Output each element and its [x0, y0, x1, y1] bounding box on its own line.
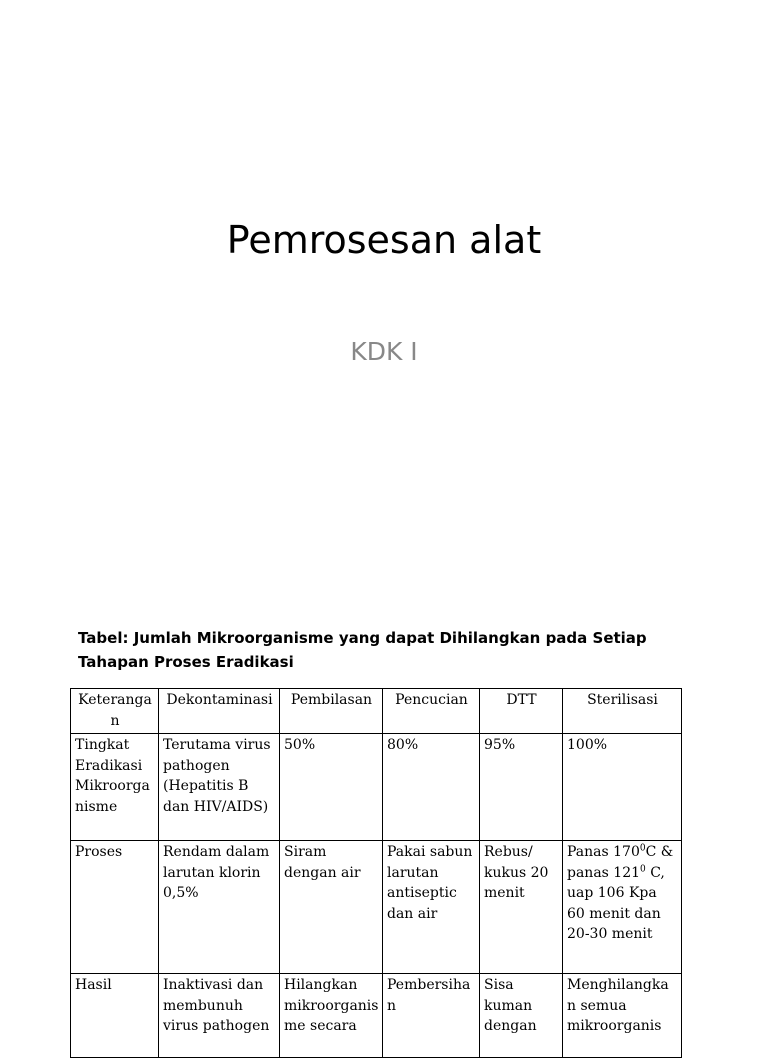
- header-cell-pencucian: Pencucian: [383, 689, 480, 734]
- table-cell: Pakai sabun larutan antiseptic dan air: [383, 841, 480, 974]
- table-cell: Menghilangka n semua mikroorganis: [563, 974, 682, 1058]
- header-cell-pembilasan: Pembilasan: [280, 689, 383, 734]
- table-cell: Pembersiha n: [383, 974, 480, 1058]
- table-cell: Rebus/ kukus 20 menit: [480, 841, 563, 974]
- table-row: [71, 734, 682, 841]
- table-cell: Inaktivasi dan membunuh virus pathogen: [159, 974, 280, 1058]
- table-caption: Tabel: Jumlah Mikroorganisme yang dapat Dihilangkan pada Setiap Tahapan Proses Eradikasi: [78, 629, 647, 671]
- table-cell: Terutama virus pathogen (Hepatitis B dan HIV/AIDS): [159, 734, 280, 841]
- slide-title: Pemrosesan alat: [226, 218, 542, 262]
- header-cell-dtt: DTT: [480, 689, 563, 734]
- row-label: Hasil: [71, 974, 159, 1058]
- table-cell: 100%: [563, 734, 682, 841]
- superscript: 0: [640, 863, 646, 874]
- header-cell-sterilisasi: Sterilisasi: [563, 689, 682, 734]
- table-cell: Hilangkan mikroorganis me secara: [280, 974, 383, 1058]
- table-container: [70, 688, 682, 1058]
- eradication-table: [70, 688, 682, 1058]
- table-header-row: [71, 689, 682, 734]
- table-cell: 80%: [383, 734, 480, 841]
- table-cell: Sisa kuman dengan: [480, 974, 563, 1058]
- table-cell: Rendam dalam larutan klorin 0,5%: [159, 841, 280, 974]
- table-cell: 95%: [480, 734, 563, 841]
- text-run: C & panas 121: [567, 844, 674, 881]
- table-cell: 50%: [280, 734, 383, 841]
- row-label: Proses: [71, 841, 159, 974]
- table-row: [71, 974, 682, 1058]
- superscript: 0: [639, 843, 646, 854]
- row-label: Tingkat Eradikasi Mikroorga nisme: [71, 734, 159, 841]
- header-cell-dekontaminasi: Dekontaminasi: [159, 689, 280, 734]
- table-cell-sterilization-process: [563, 841, 682, 974]
- text-run: Panas 170: [567, 844, 640, 860]
- text-run: C, uap 106 Kpa 60 menit dan 20-30 menit: [567, 864, 665, 942]
- slide-subtitle: KDK I: [350, 337, 418, 366]
- table-row: [71, 841, 682, 974]
- header-cell-keterangan: Keteranga n: [71, 689, 159, 734]
- table-cell: Siram dengan air: [280, 841, 383, 974]
